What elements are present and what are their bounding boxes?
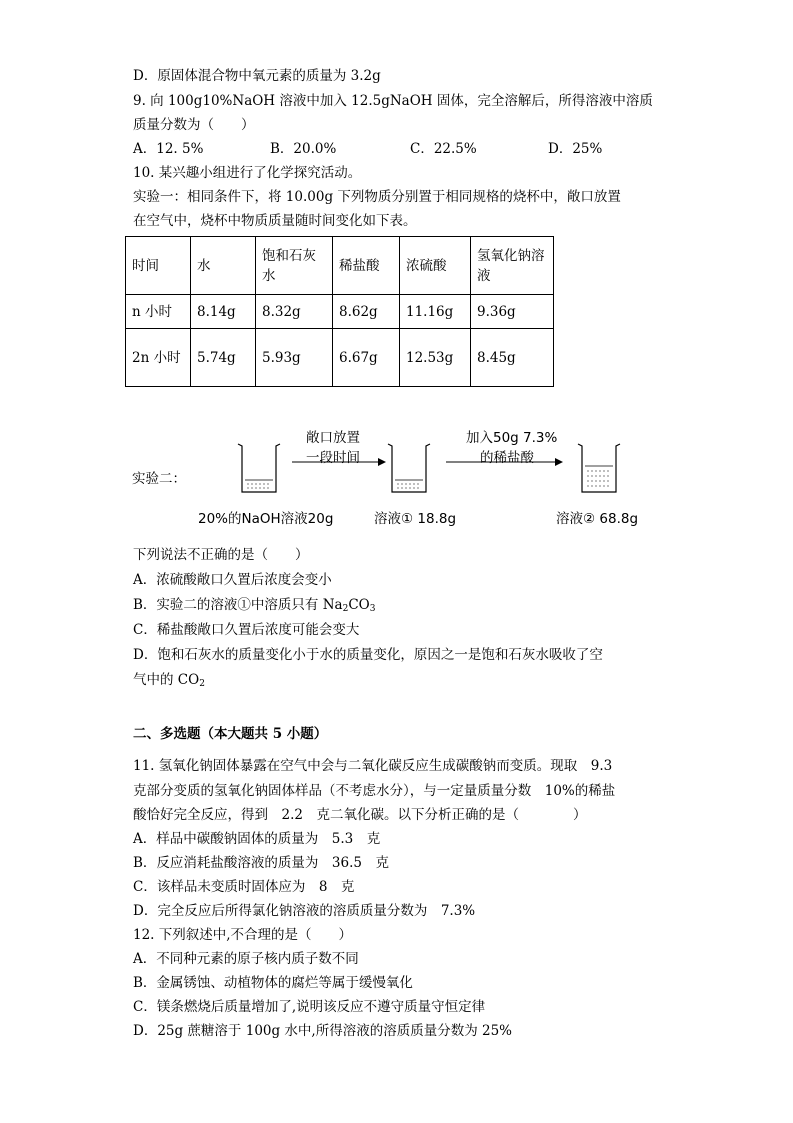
table-header-row xyxy=(126,237,554,295)
table-row xyxy=(126,295,554,329)
q11-option-c: C．该样品未变质时固体应为 8 克 xyxy=(133,879,355,895)
table-cell: 6.67g xyxy=(333,329,400,387)
table-cell: 9.36g xyxy=(471,295,554,329)
mass-change-table xyxy=(125,236,554,387)
experiment-1-text: 实验一：相同条件下，将 10.00g 下列物质分别置于相同规格的烧杯中，敞口放置 xyxy=(133,189,621,205)
arrow-1-label-bottom: 一段时间 xyxy=(306,450,360,466)
table-header-cell: 水 xyxy=(191,237,256,295)
experiment-1-text-cont: 在空气中，烧杯中物质质量随时间变化如下表。 xyxy=(133,213,417,229)
question-10-ask: 下列说法不正确的是（ ） xyxy=(133,547,309,563)
question-11-stem-cont: 克部分变质的氢氧化钠固体样品（不考虑水分），与一定量质量分数 10%的稀盐 xyxy=(133,783,616,799)
arrow-1-label-top: 敞口放置 xyxy=(306,430,360,446)
experiment-2-diagram xyxy=(120,410,680,530)
table-cell: 5.93g xyxy=(256,329,333,387)
q11-option-b: B．反应消耗盐酸溶液的质量为 36.5 克 xyxy=(133,855,389,871)
table-header-cell: 时间 xyxy=(126,237,191,295)
q9-option-a: A．12. 5% xyxy=(133,141,204,157)
beaker-3-label: 溶液② 68.8g xyxy=(556,511,639,527)
table-cell: 12.53g xyxy=(400,329,471,387)
question-9-stem: 9. 向 100g10%NaOH 溶液中加入 12.5gNaOH 固体，完全溶解后，所得溶液中溶质 xyxy=(133,93,653,109)
table-cell: n 小时 xyxy=(126,295,191,329)
q12-option-b: B．金属锈蚀、动植物体的腐烂等属于缓慢氧化 xyxy=(133,975,413,991)
question-9-stem-cont: 质量分数为（ ） xyxy=(133,117,255,133)
q12-option-c: C．镁条燃烧后质量增加了,说明该反应不遵守质量守恒定律 xyxy=(133,999,486,1015)
q10-option-a: A．浓硫酸敞口久置后浓度会变小 xyxy=(133,572,332,588)
q12-option-a: A．不同种元素的原子核内质子数不同 xyxy=(133,951,359,967)
q11-option-a: A．样品中碳酸钠固体的质量为 5.3 克 xyxy=(133,831,381,847)
formula-part: CO xyxy=(348,597,370,613)
q10-option-d-text: 气中的 CO xyxy=(133,672,200,688)
table-cell: 2n 小时 xyxy=(126,329,191,387)
beaker-2-icon xyxy=(388,444,430,492)
q12-option-d: D．25g 蔗糖溶于 100g 水中,所得溶液的溶质质量分数为 25% xyxy=(133,1023,513,1039)
question-12-stem: 12. 下列叙述中,不合理的是（ ） xyxy=(133,927,353,943)
q9-option-c: C．22.5% xyxy=(410,141,477,157)
q10-option-b xyxy=(133,595,375,619)
q10-option-d-cont xyxy=(133,670,205,694)
beaker-2-label: 溶液① 18.8g xyxy=(374,511,457,527)
arrow-2-label-top: 加入50g 7.3% xyxy=(466,430,558,446)
table-cell: 11.16g xyxy=(400,295,471,329)
q9-option-d: D．25% xyxy=(548,141,603,157)
beaker-3-icon xyxy=(578,444,620,492)
table-header-cell: 浓硫酸 xyxy=(400,237,471,295)
question-11-stem-cont2: 酸恰好完全反应，得到 2.2 克二氧化碳。以下分析正确的是（ ） xyxy=(133,807,587,823)
question-10-stem: 10. 某兴趣小组进行了化学探究活动。 xyxy=(133,165,362,181)
question-11-stem: 11. 氢氧化钠固体暴露在空气中会与二氧化碳反应生成碳酸钠而变质。现取 9.3 xyxy=(133,758,613,774)
arrow-2-label-bottom: 的稀盐酸 xyxy=(480,450,534,466)
table-row xyxy=(126,329,554,387)
table-header-cell: 饱和石灰水 xyxy=(256,237,333,295)
subscript: 2 xyxy=(342,604,349,614)
table-header-cell: 稀盐酸 xyxy=(333,237,400,295)
q9-option-b: B．20.0% xyxy=(270,141,337,157)
q11-option-d: D．完全反应后所得氯化钠溶液的溶质质量分数为 7.3% xyxy=(133,903,476,919)
section-heading: 二、多选题（本大题共 5 小题） xyxy=(133,726,328,742)
table-header-cell: 氢氧化钠溶液 xyxy=(471,237,554,295)
q10-option-c: C．稀盐酸敞口久置后浓度可能会变大 xyxy=(133,622,360,638)
table-cell: 8.45g xyxy=(471,329,554,387)
beaker-1-icon xyxy=(238,444,280,492)
table-cell: 8.32g xyxy=(256,295,333,329)
beaker-1-label: 20%的NaOH溶液20g xyxy=(198,511,334,527)
experiment-2-label: 实验二： xyxy=(132,471,186,487)
subscript: 2 xyxy=(199,679,205,689)
table-cell: 8.14g xyxy=(191,295,256,329)
q10-option-d: D．饱和石灰水的质量变化小于水的质量变化，原因之一是饱和石灰水吸收了空 xyxy=(133,647,603,663)
subscript: 3 xyxy=(369,604,376,614)
option-d-prev: D．原固体混合物中氧元素的质量为 3.2g xyxy=(133,68,381,84)
table-cell: 8.62g xyxy=(333,295,400,329)
q10-option-b-text: B．实验二的溶液①中溶质只有 Na xyxy=(133,597,343,613)
table-cell: 5.74g xyxy=(191,329,256,387)
